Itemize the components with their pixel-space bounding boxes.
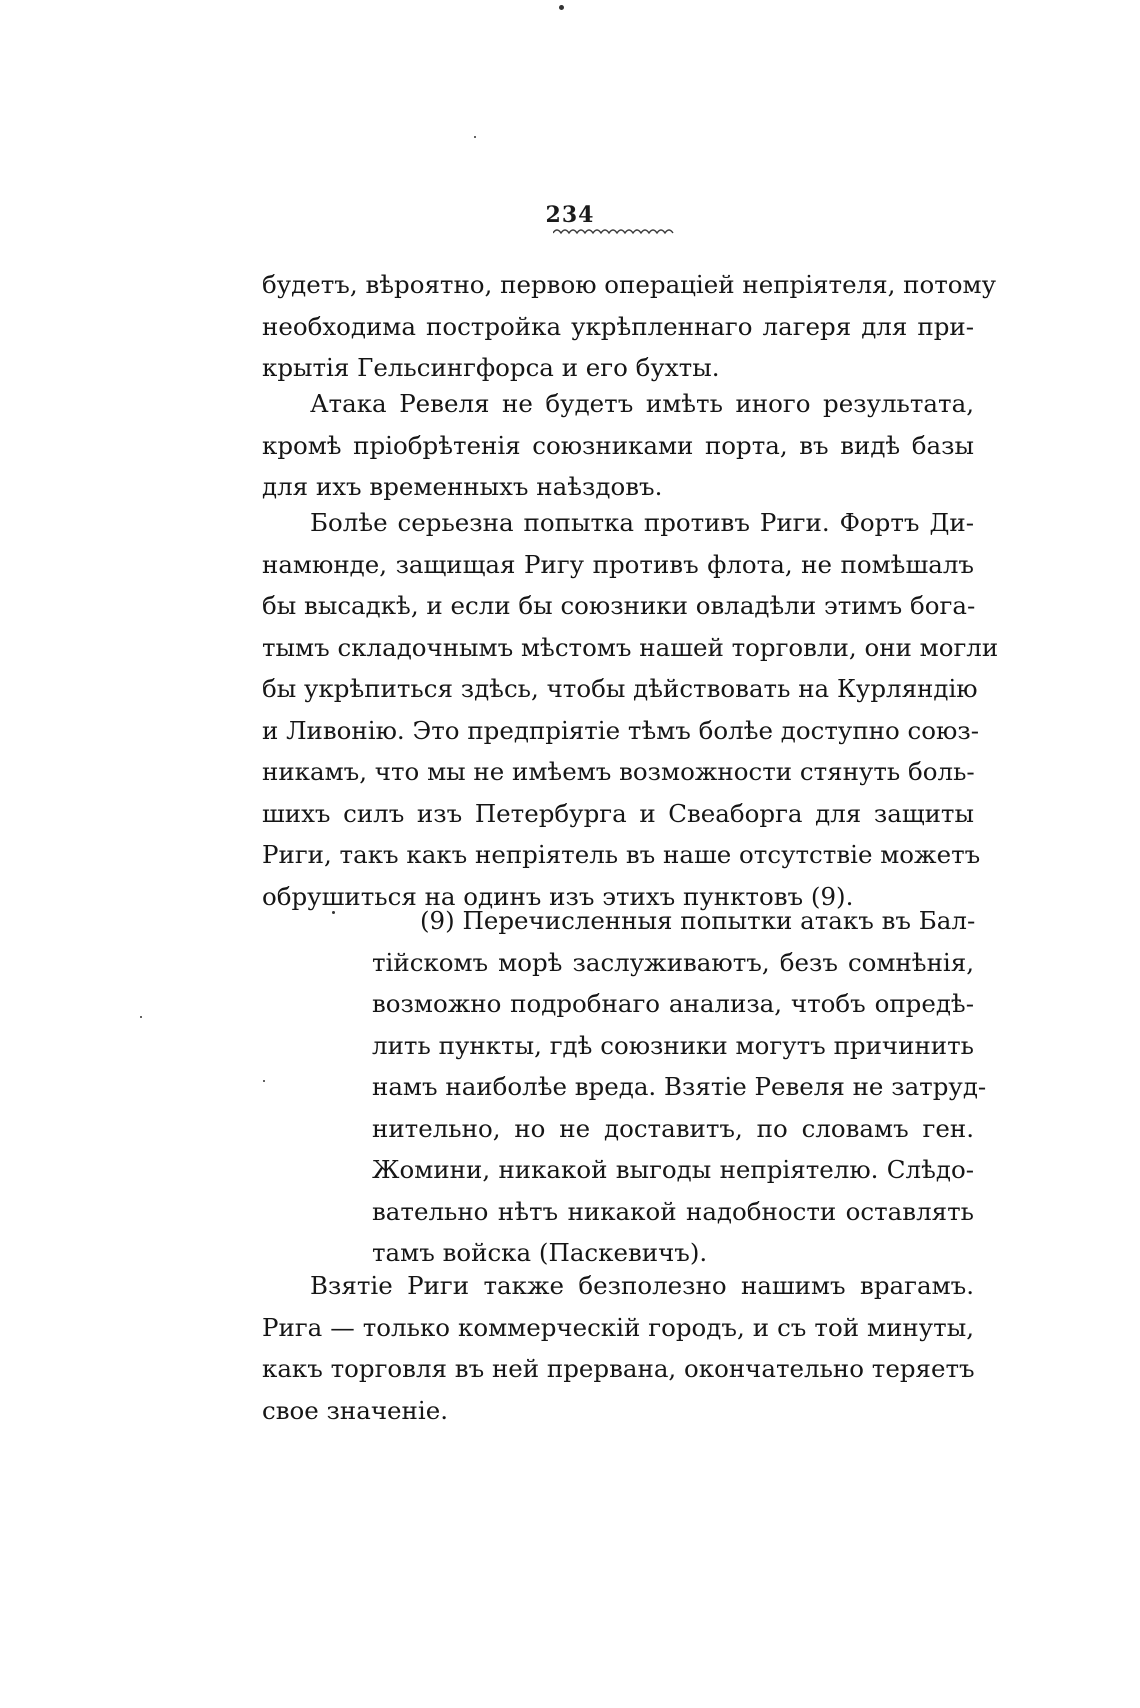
- text-line: кромѣ пріобрѣтенія союзниками порта, въ видѣ базы: [262, 430, 974, 460]
- footnote-line: нительно, но не доставитъ, по словамъ ген.: [372, 1113, 974, 1143]
- footnote-line: тамъ войска (Паскевичъ).: [372, 1238, 708, 1267]
- paragraph-3: [262, 502, 999, 917]
- text-line: Атака Ревеля не будетъ имѣть иного результата,: [310, 389, 974, 418]
- text-line: шихъ силъ изъ Петербурга и Свеаборга для защиты: [262, 798, 974, 828]
- footnote-line: намъ наиболѣе вреда. Взятіе Ревеля не затруд-: [372, 1072, 987, 1101]
- footnote-line: вательно нѣтъ никакой надобности оставлять: [372, 1196, 974, 1226]
- text-line: бы высадкѣ, и если бы союзники овладѣли этимъ бога-: [262, 591, 976, 620]
- text-line: Рига — только коммерческій городъ, и съ той минуты,: [262, 1312, 974, 1342]
- text-line: будетъ, вѣроятно, первою операціей непріятеля, потому: [262, 270, 997, 299]
- paragraph-4: [262, 1265, 974, 1431]
- footnote-line: лить пункты, гдѣ союзники могутъ причинить: [372, 1030, 974, 1060]
- text-line: обрушиться на одинъ изъ этихъ пунктовъ (9).: [262, 881, 854, 911]
- text-line: Риги, такъ какъ непріятель въ наше отсутствіе можетъ: [262, 840, 981, 869]
- text-line: какъ торговля въ ней прервана, окончательно теряетъ: [262, 1354, 975, 1383]
- footnote-line: возможно подробнаго анализа, чтобъ опредѣ-: [372, 989, 974, 1018]
- paragraph-2: [262, 383, 974, 508]
- scan-speck: [140, 1016, 142, 1018]
- text-line: Взятіе Риги также безполезно нашимъ врагамъ.: [310, 1271, 974, 1300]
- scan-speck: [559, 5, 564, 10]
- footnote-line: (9) Перечисленныя попытки атакъ въ Бал-: [420, 906, 976, 935]
- text-line: намюнде, защищая Ригу противъ флота, не помѣшалъ: [262, 549, 974, 579]
- footnote-line: тійскомъ морѣ заслуживаютъ, безъ сомнѣнія,: [372, 947, 974, 977]
- text-line: крытія Гельсингфорса и его бухты.: [262, 353, 720, 382]
- footnote: [372, 900, 987, 1274]
- text-line: свое значеніе.: [262, 1395, 448, 1425]
- text-line: Болѣе серьезна попытка противъ Риги. Фортъ Ди-: [310, 508, 974, 537]
- page-number-underline-ornament: [553, 226, 677, 236]
- scan-speck: [263, 1080, 265, 1082]
- scan-speck: [474, 136, 476, 138]
- text-line: необходима постройка укрѣпленнаго лагеря для при-: [262, 311, 974, 341]
- text-line: тымъ складочнымъ мѣстомъ нашей торговли, они могли: [262, 632, 999, 662]
- page-number: 234: [545, 202, 595, 228]
- text-line: для ихъ временныхъ наѣздовъ.: [262, 472, 663, 501]
- footnote-line: Жомини, никакой выгоды непріятелю. Слѣдо-: [372, 1155, 974, 1184]
- text-line: и Ливонію. Это предпріятіе тѣмъ болѣе доступно союз-: [262, 715, 979, 745]
- text-line: никамъ, что мы не имѣемъ возможности стянуть боль-: [262, 757, 975, 786]
- paragraph-1: [262, 264, 997, 389]
- text-line: бы укрѣпиться здѣсь, чтобы дѣйствовать на Курляндію: [262, 674, 978, 703]
